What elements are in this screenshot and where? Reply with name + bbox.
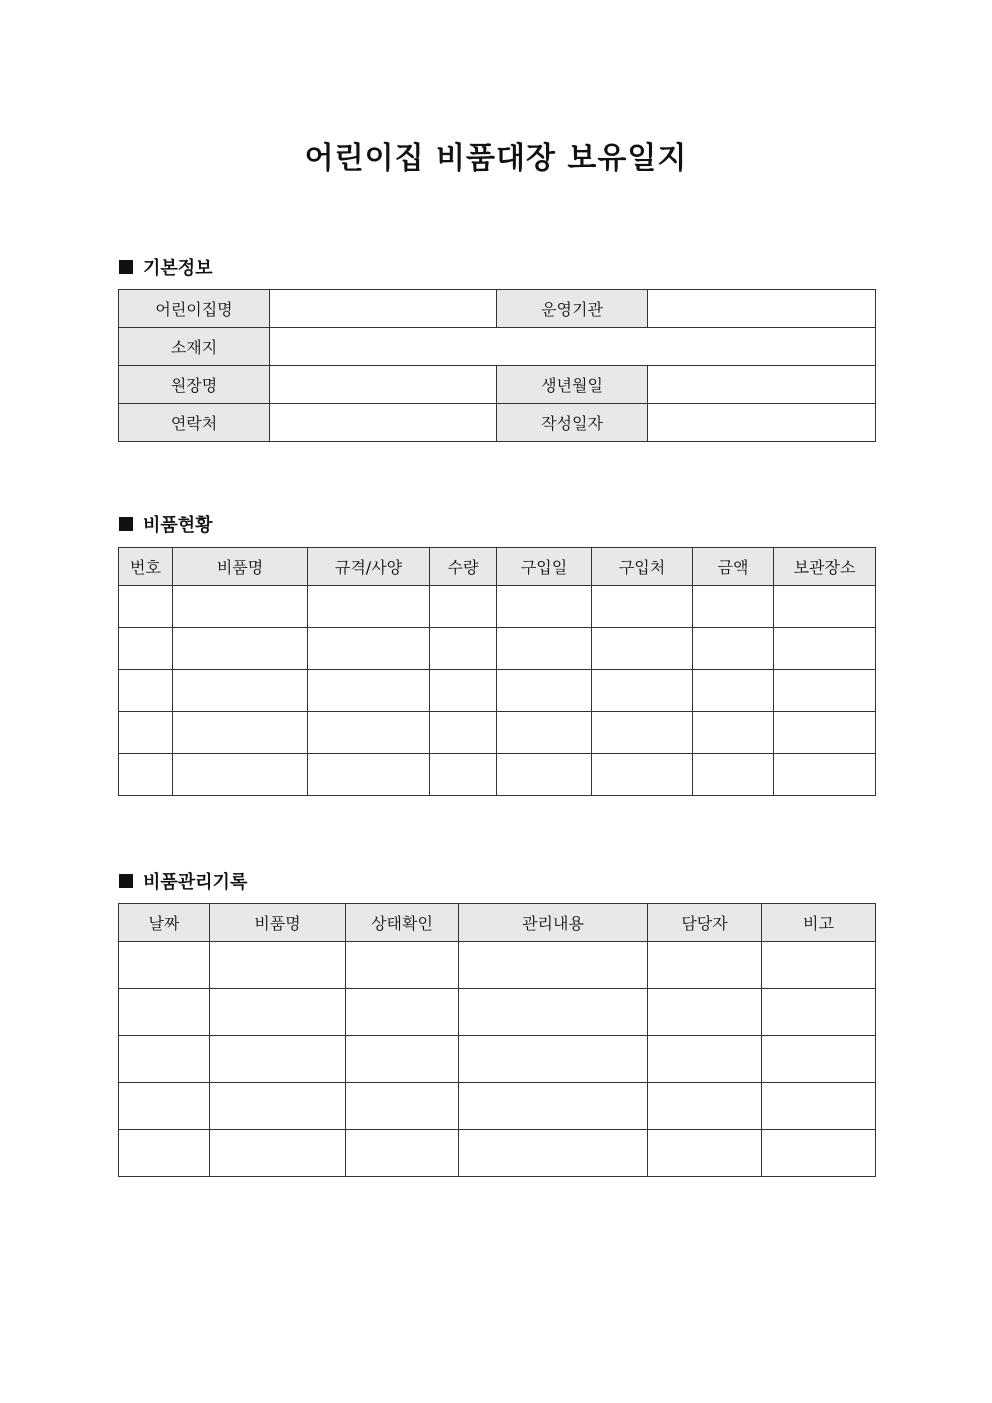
table-cell[interactable] <box>762 1083 876 1130</box>
col-header-item-name: 비품명 <box>173 548 308 586</box>
table-cell[interactable] <box>774 628 876 670</box>
basic-info-heading-text: 기본정보 <box>143 258 213 279</box>
table-row <box>119 989 876 1036</box>
table-cell[interactable] <box>459 1083 648 1130</box>
col-header-item-name: 비품명 <box>210 904 346 942</box>
table-cell[interactable] <box>210 942 346 989</box>
table-cell[interactable] <box>497 754 592 796</box>
basic-info-row <box>119 328 876 366</box>
table-cell[interactable] <box>308 712 430 754</box>
table-cell[interactable] <box>119 942 210 989</box>
col-header-vendor: 구입처 <box>592 548 693 586</box>
management-records-table <box>118 903 876 1177</box>
table-cell[interactable] <box>119 670 173 712</box>
table-row <box>119 1036 876 1083</box>
table-cell[interactable] <box>592 754 693 796</box>
table-cell[interactable] <box>648 1083 762 1130</box>
table-cell[interactable] <box>308 628 430 670</box>
table-cell[interactable] <box>762 989 876 1036</box>
table-row <box>119 586 876 628</box>
col-header-remarks: 비고 <box>762 904 876 942</box>
table-cell[interactable] <box>346 942 459 989</box>
table-cell[interactable] <box>648 989 762 1036</box>
table-cell[interactable] <box>592 586 693 628</box>
operator-label: 운영기관 <box>497 290 648 328</box>
table-cell[interactable] <box>173 754 308 796</box>
table-cell[interactable] <box>210 1036 346 1083</box>
operator-field[interactable] <box>648 290 876 328</box>
table-row <box>119 1083 876 1130</box>
address-label: 소재지 <box>119 328 270 366</box>
table-cell[interactable] <box>119 754 173 796</box>
table-cell[interactable] <box>119 1083 210 1130</box>
table-row <box>119 670 876 712</box>
col-header-amount: 금액 <box>693 548 774 586</box>
items-header-row <box>119 548 876 586</box>
table-cell[interactable] <box>308 586 430 628</box>
table-cell[interactable] <box>497 586 592 628</box>
table-cell[interactable] <box>648 1036 762 1083</box>
basic-info-row <box>119 290 876 328</box>
table-cell[interactable] <box>693 628 774 670</box>
table-cell[interactable] <box>774 586 876 628</box>
table-cell[interactable] <box>346 1083 459 1130</box>
table-cell[interactable] <box>173 712 308 754</box>
table-cell[interactable] <box>119 1036 210 1083</box>
table-cell[interactable] <box>693 586 774 628</box>
table-row <box>119 754 876 796</box>
basic-info-row <box>119 404 876 442</box>
table-cell[interactable] <box>346 989 459 1036</box>
birth-date-label: 생년월일 <box>497 366 648 404</box>
items-status-heading-text: 비품현황 <box>143 515 213 536</box>
col-header-person-in-charge: 담당자 <box>648 904 762 942</box>
table-cell[interactable] <box>592 628 693 670</box>
table-cell[interactable] <box>774 670 876 712</box>
col-header-condition-check: 상태확인 <box>346 904 459 942</box>
table-cell[interactable] <box>693 754 774 796</box>
table-cell[interactable] <box>648 1130 762 1177</box>
address-field[interactable] <box>270 328 876 366</box>
table-cell[interactable] <box>592 712 693 754</box>
table-cell[interactable] <box>459 1130 648 1177</box>
table-cell[interactable] <box>592 670 693 712</box>
table-cell[interactable] <box>119 989 210 1036</box>
contact-field[interactable] <box>270 404 497 442</box>
table-cell[interactable] <box>346 1130 459 1177</box>
table-cell[interactable] <box>762 942 876 989</box>
table-cell[interactable] <box>119 712 173 754</box>
table-cell[interactable] <box>459 989 648 1036</box>
table-cell[interactable] <box>693 670 774 712</box>
basic-info-row <box>119 366 876 404</box>
table-cell[interactable] <box>210 1130 346 1177</box>
table-cell[interactable] <box>430 586 497 628</box>
written-date-field[interactable] <box>648 404 876 442</box>
table-cell[interactable] <box>308 754 430 796</box>
records-header-row <box>119 904 876 942</box>
page-title: 어린이집 비품대장 보유일지 <box>304 141 688 176</box>
written-date-label: 작성일자 <box>497 404 648 442</box>
table-cell[interactable] <box>774 712 876 754</box>
table-cell[interactable] <box>497 712 592 754</box>
col-header-quantity: 수량 <box>430 548 497 586</box>
items-status-heading <box>119 511 213 537</box>
daycare-name-label: 어린이집명 <box>119 290 270 328</box>
square-bullet-icon <box>119 874 133 888</box>
table-cell[interactable] <box>119 586 173 628</box>
col-header-date: 날짜 <box>119 904 210 942</box>
table-cell[interactable] <box>648 942 762 989</box>
table-cell[interactable] <box>119 1130 210 1177</box>
table-cell[interactable] <box>762 1130 876 1177</box>
table-row <box>119 1130 876 1177</box>
director-field[interactable] <box>270 366 497 404</box>
table-cell[interactable] <box>430 628 497 670</box>
table-cell[interactable] <box>210 989 346 1036</box>
table-cell[interactable] <box>430 754 497 796</box>
table-cell[interactable] <box>173 670 308 712</box>
contact-label: 연락처 <box>119 404 270 442</box>
table-cell[interactable] <box>173 586 308 628</box>
management-records-heading-text: 비품관리기록 <box>143 872 248 893</box>
col-header-spec: 규격/사양 <box>308 548 430 586</box>
table-row <box>119 712 876 754</box>
birth-date-field[interactable] <box>648 366 876 404</box>
items-status-table <box>118 547 876 796</box>
basic-info-heading <box>119 254 213 280</box>
table-cell[interactable] <box>762 1036 876 1083</box>
table-cell[interactable] <box>497 628 592 670</box>
table-row <box>119 942 876 989</box>
table-cell[interactable] <box>459 942 648 989</box>
col-header-number: 번호 <box>119 548 173 586</box>
management-records-heading <box>119 868 247 894</box>
table-row <box>119 628 876 670</box>
col-header-management-details: 관리내용 <box>459 904 648 942</box>
table-cell[interactable] <box>119 628 173 670</box>
basic-info-table <box>118 289 876 442</box>
table-cell[interactable] <box>774 754 876 796</box>
table-cell[interactable] <box>497 670 592 712</box>
table-cell[interactable] <box>173 628 308 670</box>
col-header-storage: 보관장소 <box>774 548 876 586</box>
table-cell[interactable] <box>346 1036 459 1083</box>
square-bullet-icon <box>119 260 133 274</box>
daycare-name-field[interactable] <box>270 290 497 328</box>
table-cell[interactable] <box>430 670 497 712</box>
table-cell[interactable] <box>210 1083 346 1130</box>
table-cell[interactable] <box>459 1036 648 1083</box>
square-bullet-icon <box>119 517 133 531</box>
col-header-purchase-date: 구입일 <box>497 548 592 586</box>
director-label: 원장명 <box>119 366 270 404</box>
table-cell[interactable] <box>693 712 774 754</box>
table-cell[interactable] <box>308 670 430 712</box>
table-cell[interactable] <box>430 712 497 754</box>
